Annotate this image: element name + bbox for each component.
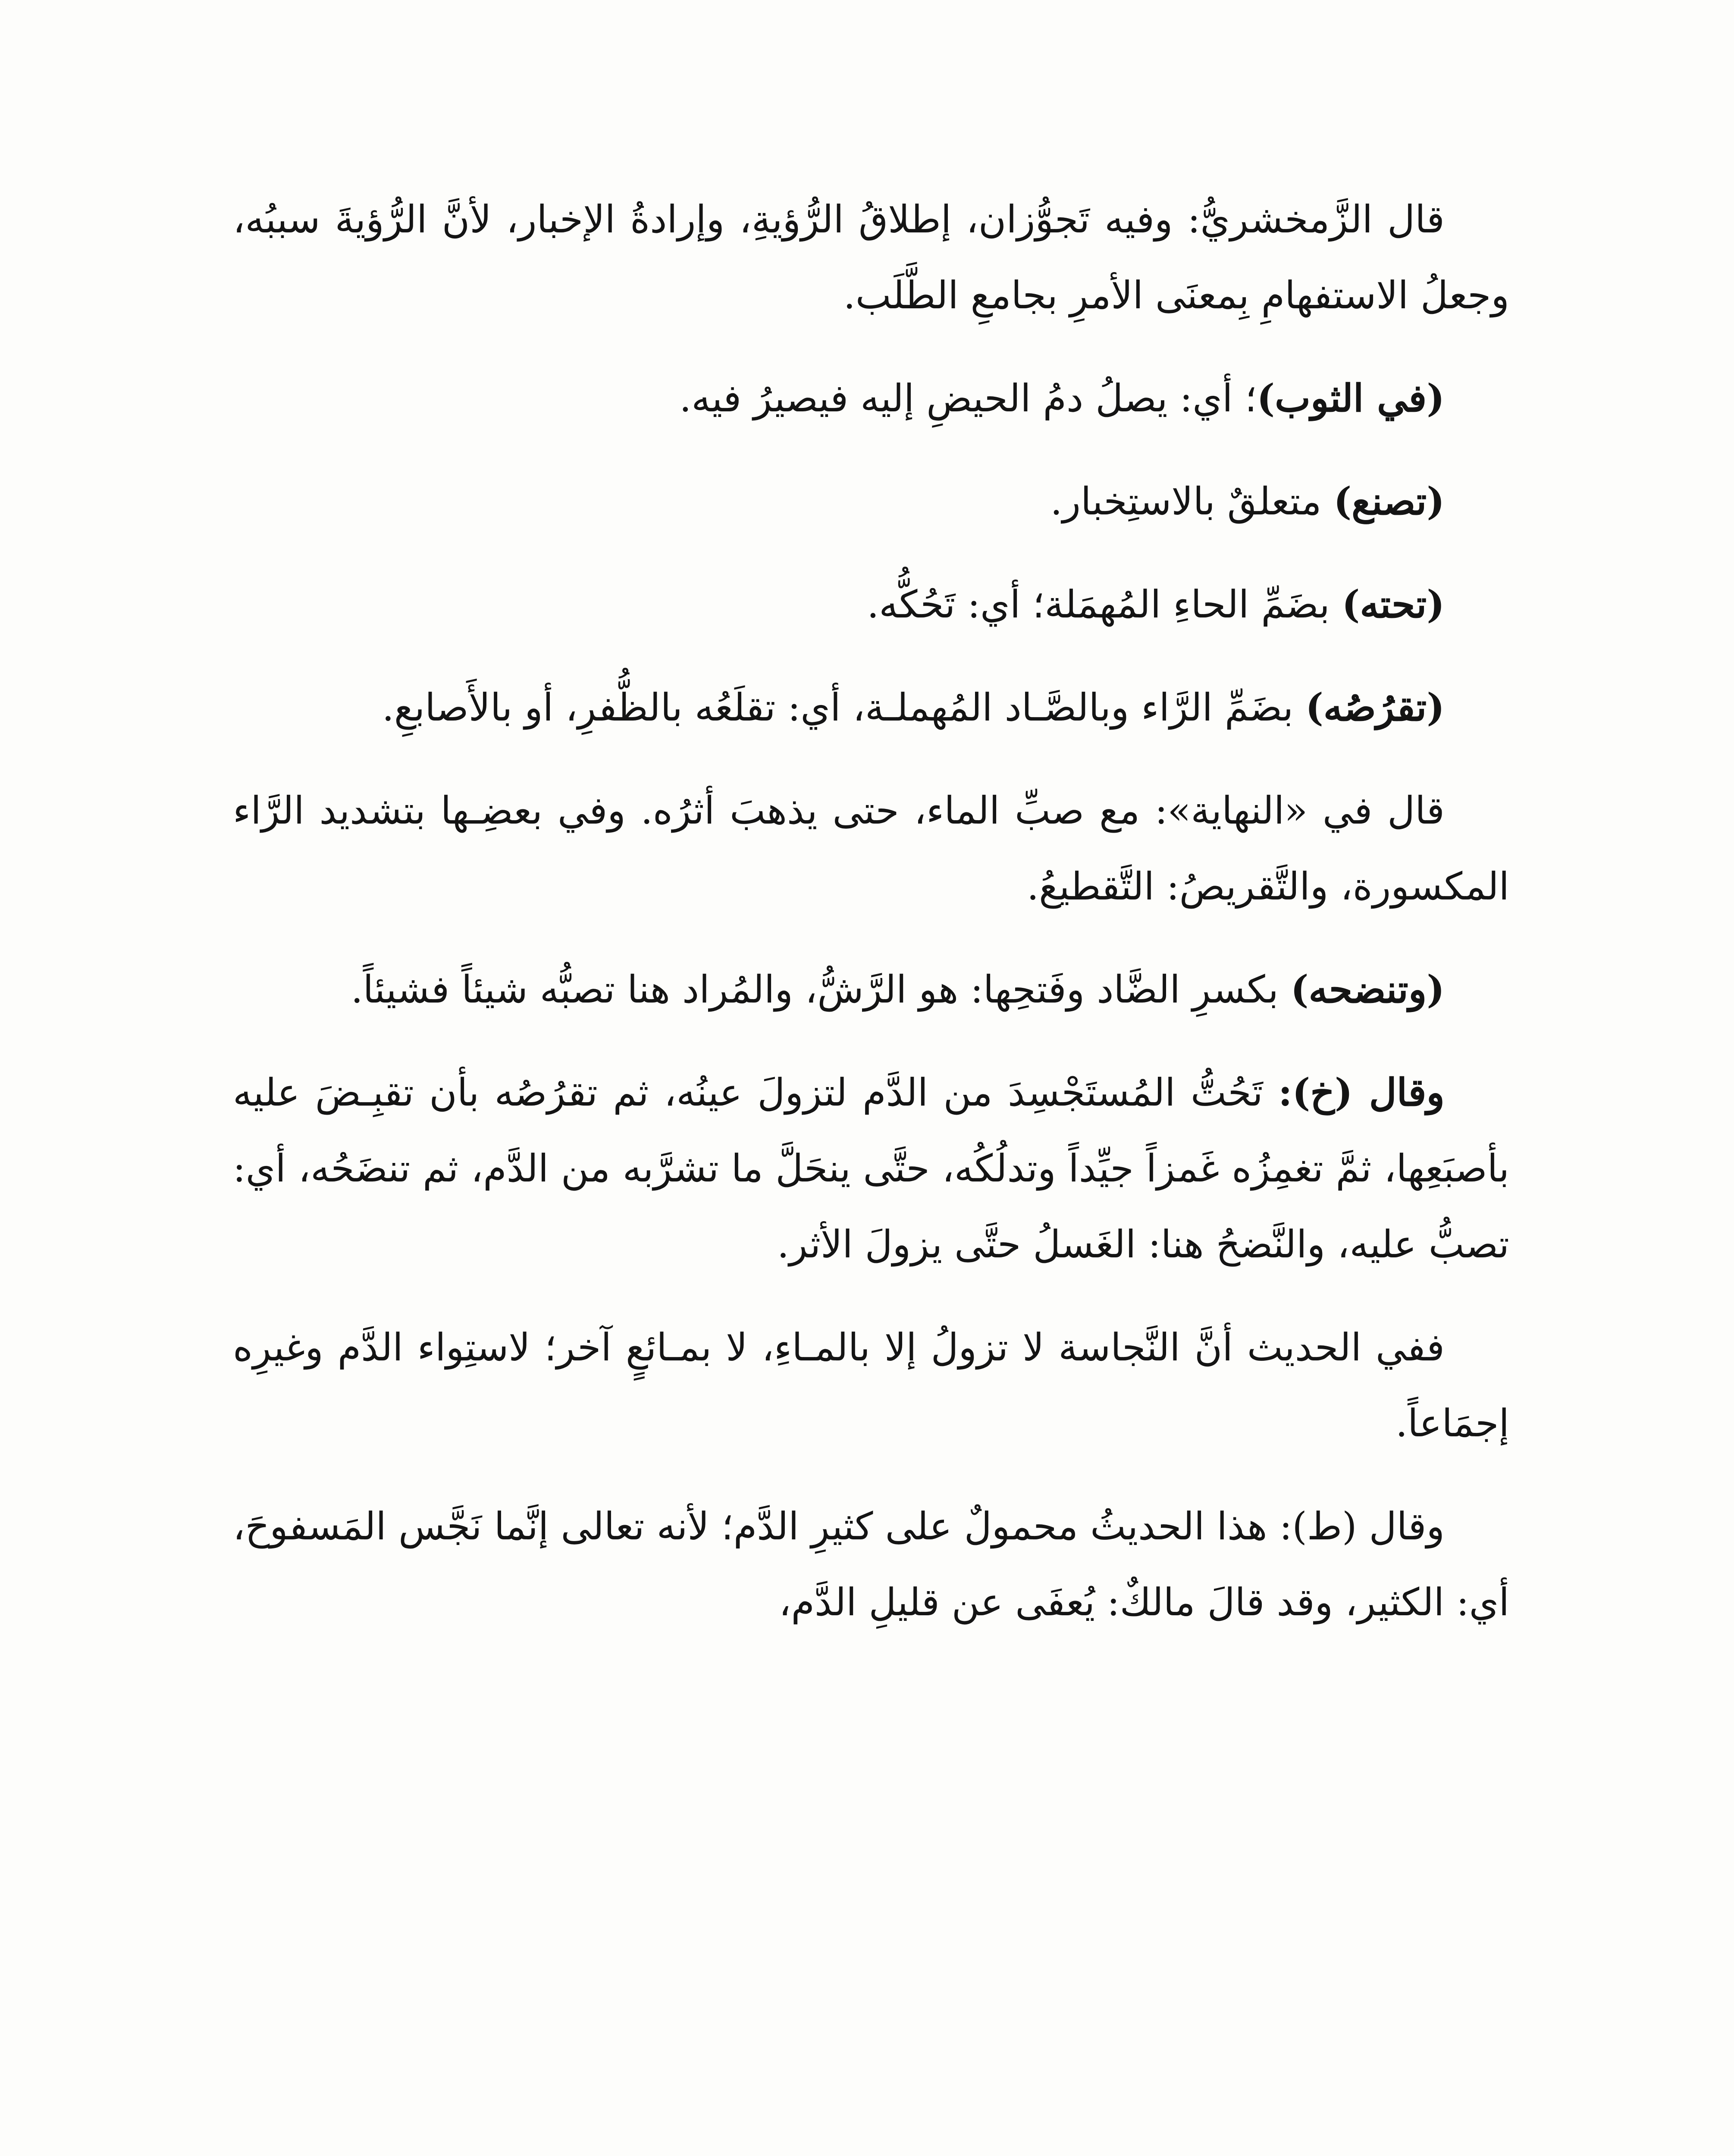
paragraph-6 — [233, 772, 1509, 924]
paragraph-7 — [233, 951, 1509, 1028]
paragraph-body: بكسرِ الضَّاد وفَتحِها: هو الرَّشُّ، والمُراد هنا تصبُّه شيئاً فشيئاً. — [351, 967, 1291, 1012]
paragraph-body: ففي الحديث أنَّ النَّجاسة لا تزولُ إلا بالمـاءِ، لا بمـائعٍ آخر؛ لاستِواء الدَّم وغيرِه إجمَاعاً. — [233, 1325, 1509, 1445]
paragraph-body: متعلقٌ بالاستِخبار. — [1050, 479, 1334, 523]
paragraph-4 — [233, 566, 1509, 642]
paragraph-term: (وتنضحه) — [1290, 967, 1445, 1012]
paragraph-term: (تقرُصُه) — [1305, 685, 1445, 730]
page-text — [233, 181, 1509, 1667]
paragraph-body: تَحُتُّ المُستَجْسِدَ من الدَّم لتزولَ عينُه، ثم تقرُصُه بأن تقبِـضَ عليه بأصبَعِها، ثمَّ تغمِزُه غَمزاً جيِّداً وتدلُكُه، حتَّى ينحَلَّ ما تشرَّبه من الدَّم، ثم تنضَحُه، أي: تصبُّ عليه، والنَّضحُ هنا: الغَسلُ حتَّى يزولَ الأثر. — [233, 1070, 1509, 1266]
paragraph-5 — [233, 669, 1509, 746]
paragraph-8 — [233, 1054, 1509, 1282]
paragraph-body: وقال (ط): هذا الحديثُ محمولٌ على كثيرِ الدَّم؛ لأنه تعالى إنَّما نَجَّس المَسفوحَ، أي: الكثير، وقد قالَ مالكٌ: يُعفَى عن قليلِ الدَّم، — [233, 1504, 1509, 1624]
paragraph-body: بضَمِّ الرَّاء وبالصَّـاد المُهملـة، أي: تقلَعُه بالظُّفرِ، أو بالأَصابعِ. — [382, 685, 1306, 730]
paragraph-2 — [233, 360, 1509, 436]
paragraph-body: قال الزَّمخشريُّ: وفيه تَجوُّزان، إطلاقُ الرُّؤيةِ، وإرادةُ الإخبار، لأنَّ الرُّؤيةَ سببُه، وجعلُ الاستفهامِ بِمعنَى الأمرِ بجامعِ الطَّلَب. — [233, 197, 1509, 317]
paragraph-term: وقال (خ): — [1278, 1070, 1445, 1115]
paragraph-term: (تحته) — [1342, 582, 1445, 627]
paragraph-9 — [233, 1309, 1509, 1461]
paragraph-body: قال في «النهاية»: مع صبِّ الماء، حتى يذهبَ أثرُه. وفي بعضِـها بتشديد الرَّاء المكسورة، والتَّقريصُ: التَّقطيعُ. — [233, 788, 1509, 909]
paragraph-term: (في الثوب) — [1257, 376, 1445, 420]
paragraph-1 — [233, 181, 1509, 333]
paragraph-3 — [233, 463, 1509, 539]
paragraph-10 — [233, 1488, 1509, 1640]
paragraph-body: بضَمِّ الحاءِ المُهمَلة؛ أي: تَحُكُّه. — [867, 582, 1342, 627]
paragraph-body: ؛ أي: يصلُ دمُ الحيضِ إليه فيصيرُ فيه. — [679, 376, 1257, 420]
paragraph-term: (تصنع) — [1333, 479, 1445, 523]
